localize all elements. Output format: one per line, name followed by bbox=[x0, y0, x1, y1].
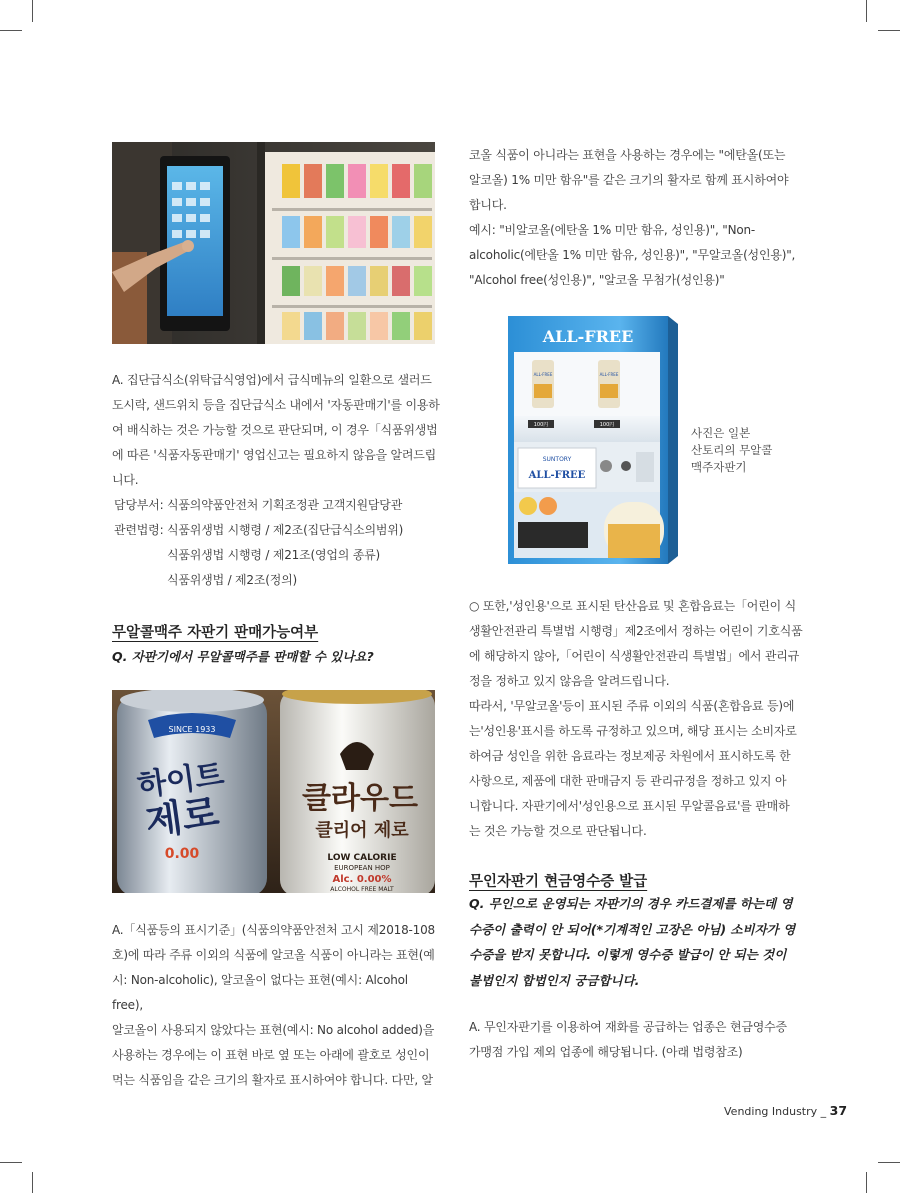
text-line: 생활안전관리 특별법 시행령」제2조에서 정하는 어린이 기호식품 bbox=[469, 624, 803, 638]
can-sub-text: 클리어 제로 bbox=[315, 820, 409, 841]
answer2-paragraph bbox=[112, 918, 442, 1093]
machine-header-text: ALL-FREE bbox=[542, 327, 634, 346]
text-line: 호)에 따라 주류 이외의 식품에 알코올 식품이 아니라는 표현(예 bbox=[112, 948, 435, 962]
section-title: 무알콜맥주 자판기 판매가능여부 bbox=[112, 625, 319, 641]
crop-mark bbox=[0, 30, 22, 31]
caption-line: 산토리의 무알콜 bbox=[691, 443, 773, 457]
can-label-text: ALL-FREE bbox=[533, 372, 553, 377]
price-text: 100円 bbox=[599, 422, 615, 428]
can-sub-text: 제로 bbox=[142, 790, 222, 845]
can-label-text: ALL-FREE bbox=[599, 372, 619, 377]
crop-mark bbox=[32, 0, 33, 22]
text-line: 는'성인용'표시를 하도록 규정하고 있으며, 해당 표시는 소비자로 bbox=[469, 724, 797, 738]
caption-line: 사진은 일본 bbox=[691, 426, 751, 440]
question-line: 불법인지 합법인지 궁금합니다. bbox=[469, 972, 640, 988]
question-text bbox=[469, 891, 809, 993]
text-line: 니합니다. 자판기에서'성인용으로 표시된 무알콜음료'를 판매하 bbox=[469, 799, 790, 813]
answer3-paragraph bbox=[469, 1015, 804, 1065]
text-line: "Alcohol free(성인용)", "알코올 무첨가(성인용)" bbox=[469, 273, 725, 287]
text-line: 에 따른 '식품자동판매기' 영업신고는 필요하지 않음을 알려드립 bbox=[112, 448, 437, 462]
text-line: 는 것은 가능할 것으로 판단됩니다. bbox=[469, 824, 647, 838]
text-line: 하여금 성인을 위한 음료라는 정보제공 차원에서 표시하도록 한 bbox=[469, 749, 791, 763]
beer-cans-image bbox=[112, 690, 435, 893]
allfree-vending-machine-image bbox=[508, 316, 678, 564]
text-line: A. 집단급식소(위탁급식영업)에서 급식메뉴의 일환으로 샐러드 bbox=[112, 373, 432, 387]
can-brand-text: 클라우드 bbox=[302, 781, 418, 816]
text-line: 니다. bbox=[112, 473, 139, 487]
text-line: 사용하는 경우에는 이 표현 바로 옆 또는 아래에 괄호로 성인이 bbox=[112, 1048, 430, 1062]
brand-small-text: SUNTORY bbox=[542, 456, 572, 463]
text-line: 사항으로, 제품에 대한 판매금지 등 관리규정을 정하고 있지 아 bbox=[469, 774, 787, 788]
can-brand-text: 하이트 bbox=[135, 757, 227, 804]
section-title: 무인자판기 현금영수증 발급 bbox=[469, 874, 648, 890]
caption-line: 맥주자판기 bbox=[691, 460, 747, 474]
text-line: 여 배식하는 것은 가능할 것으로 판단되며, 이 경우「식품위생법 bbox=[112, 423, 438, 437]
crop-mark bbox=[866, 0, 867, 22]
text-line: 알코올) 1% 미만 함유"를 같은 크기의 활자로 함께 표시하여야 bbox=[469, 173, 789, 187]
text-line: 먹는 식품임을 같은 크기의 활자로 표시하여야 합니다. 다만, 알 bbox=[112, 1073, 433, 1087]
text-line: 에 해당하지 않아,「어린이 식생활안전관리 특별법」에서 관리규 bbox=[469, 649, 800, 663]
question-line: 수증을 받지 못합니다. 이렇게 영수증 발급이 안 되는 것이 bbox=[469, 947, 787, 962]
footer-label: Vending Industry _ bbox=[724, 1105, 827, 1118]
photo-caption bbox=[691, 425, 801, 476]
can-abv-text: Alc. 0.00% bbox=[332, 874, 392, 885]
can-abv-text: 0.00 bbox=[164, 846, 200, 862]
price-text: 100円 bbox=[533, 422, 549, 428]
text-line: 가맹점 가입 제외 업종에 해당됩니다. (아래 법령참조) bbox=[469, 1045, 743, 1059]
touchscreen-vending-machine-image bbox=[112, 142, 435, 344]
text-line: 도시락, 샌드위치 등을 집단급식소 내에서 '자동판매기'를 이용하 bbox=[112, 398, 440, 412]
page-number: 37 bbox=[829, 1103, 848, 1118]
crop-mark bbox=[878, 30, 900, 31]
laws-line: 관련법령: 식품위생법 시행령 / 제2조(집단급식소의범위) bbox=[114, 523, 404, 537]
text-line: alcoholic(에탄올 1% 미만 함유, 성인용)", "무알코올(성인용)", bbox=[469, 248, 796, 262]
can-info-text: ALCOHOL FREE MALT bbox=[330, 886, 394, 893]
text-line: 합니다. bbox=[469, 198, 507, 212]
can-info-text: EUROPEAN HOP bbox=[334, 864, 390, 872]
question-line: Q. 무인으로 운영되는 자판기의 경우 카드결제를 하는데 영 bbox=[469, 896, 793, 911]
crop-mark bbox=[866, 1172, 867, 1193]
text-line: 코올 식품이 아니라는 표현을 사용하는 경우에는 "에탄올(또는 bbox=[469, 148, 786, 162]
department-line: 담당부서: 식품의약품안전처 기획조정관 고객지원담당관 bbox=[114, 498, 403, 512]
question-text: Q. 자판기에서 무알콜맥주를 판매할 수 있나요? bbox=[112, 649, 374, 664]
crop-mark bbox=[878, 1162, 900, 1163]
touchscreen-vending-machine-photo bbox=[112, 142, 435, 344]
text-line: 따라서, '무알코올'등이 표시된 주류 이외의 식품(혼합음료 등)에 bbox=[469, 699, 795, 713]
answer2-paragraph-two bbox=[469, 594, 804, 844]
text-line: 시: Non-alcoholic), 알코올이 없다는 표현(예시: Alcohol free), bbox=[112, 973, 408, 1012]
laws-line: 식품위생법 시행령 / 제21조(영업의 종류) bbox=[167, 548, 381, 562]
can-since-text: SINCE 1933 bbox=[168, 725, 216, 734]
crop-mark bbox=[0, 1162, 22, 1163]
answer1-paragraph bbox=[112, 368, 442, 593]
beer-cans-photo bbox=[112, 690, 435, 893]
question-line: 수증이 출력이 안 되어(*기계적인 고장은 아님) 소비자가 영 bbox=[469, 921, 796, 937]
allfree-vending-machine-photo bbox=[508, 316, 678, 564]
crop-mark bbox=[32, 1172, 33, 1193]
answer2-continuation bbox=[469, 143, 804, 293]
text-line: A. 무인자판기를 이용하여 재화를 공급하는 업종은 현금영수증 bbox=[469, 1020, 787, 1034]
text-line: A.「식품등의 표시기준」(식품의약품안전처 고시 제2018-108 bbox=[112, 923, 435, 937]
laws-line: 식품위생법 / 제2조(정의) bbox=[167, 573, 297, 587]
page-footer bbox=[724, 1103, 847, 1118]
text-line: 예시: "비알코올(에탄올 1% 미만 함유, 성인용)", "Non- bbox=[469, 223, 756, 237]
text-line: 알코올이 사용되지 않았다는 표현(예시: No alcohol added)을 bbox=[112, 1023, 435, 1037]
text-line: 정을 정하고 있지 않음을 알려드립니다. bbox=[469, 674, 670, 688]
can-info-text: LOW CALORIE bbox=[327, 853, 397, 863]
brand-big-text: ALL-FREE bbox=[528, 470, 586, 481]
text-line: ○ 또한,'성인용'으로 표시된 탄산음료 및 혼합음료는「어린이 식 bbox=[469, 599, 796, 613]
